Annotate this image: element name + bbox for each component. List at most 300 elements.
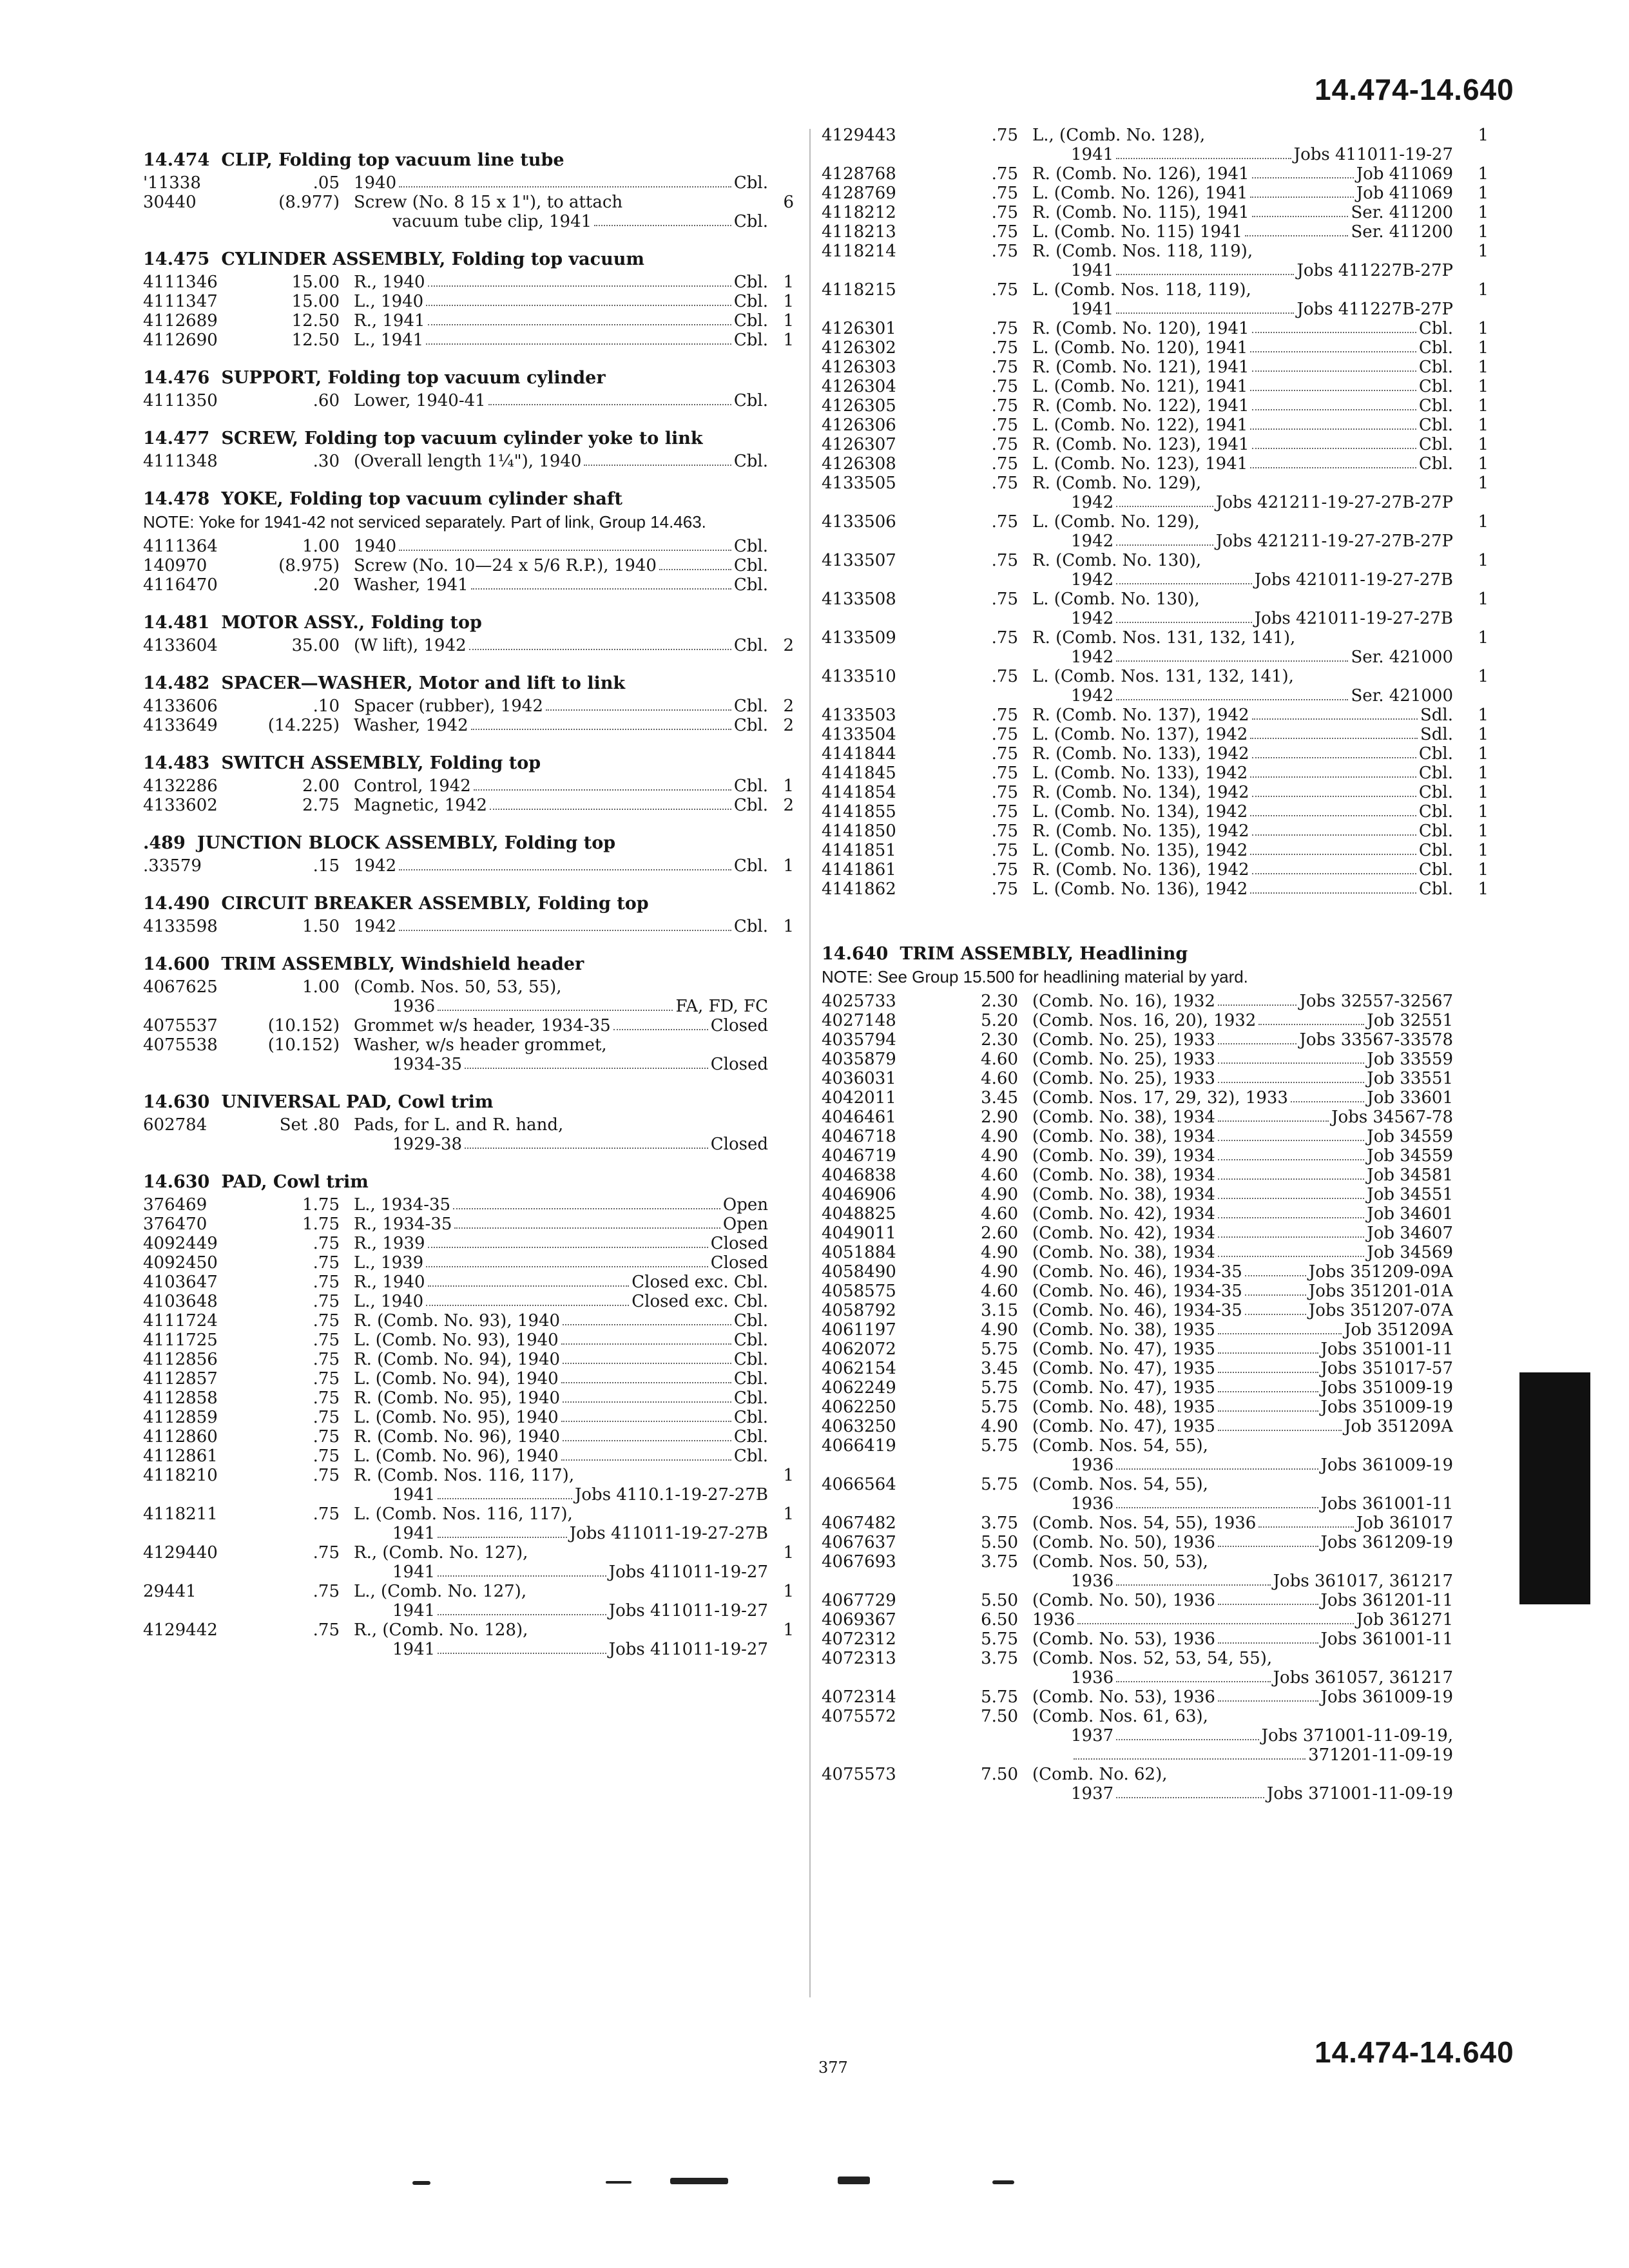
- description-text: (Comb. Nos. 50, 53, 55),: [354, 977, 562, 997]
- description-line: [1032, 764, 1453, 783]
- availability: Jobs 411011-19-27: [608, 1562, 768, 1582]
- description-text: (Comb. Nos. 50, 53),: [1032, 1552, 1208, 1571]
- part-number: 4133509: [822, 628, 896, 648]
- availability: Jobs 361057, 361217: [1273, 1668, 1453, 1687]
- availability: Cbl.: [733, 311, 768, 331]
- description: [340, 1350, 768, 1369]
- section-title: YOKE, Folding top vacuum cylinder shaft: [221, 489, 622, 509]
- leader-dots: [1218, 1533, 1318, 1547]
- description-line: [354, 331, 768, 350]
- description-text: L. (Comb. No. 96), 1940: [354, 1446, 559, 1466]
- quantity: 2: [783, 796, 794, 815]
- description-text: vacuum tube clip, 1941: [392, 212, 592, 231]
- section-title: CLIP, Folding top vacuum line tube: [221, 150, 564, 170]
- part-number: 4062249: [822, 1378, 896, 1398]
- availability: Cbl.: [733, 391, 768, 410]
- price: 5.75: [981, 1475, 1018, 1494]
- part-row: [143, 575, 794, 595]
- catalog-section: [143, 368, 794, 410]
- description-text: 1941: [392, 1485, 436, 1504]
- description-line: [354, 776, 768, 796]
- description-line: [1032, 1745, 1453, 1765]
- description-text: Lower, 1940-41: [354, 391, 486, 410]
- section-heading: [822, 944, 1489, 965]
- part-number: 4092449: [143, 1234, 218, 1253]
- part-number: 4067693: [822, 1552, 896, 1571]
- description-text: R. (Comb. No. 137), 1942: [1032, 706, 1249, 725]
- price: (10.152): [267, 1035, 340, 1055]
- description: [1018, 1340, 1453, 1359]
- description: [1018, 725, 1453, 744]
- description-line: [1032, 1088, 1453, 1108]
- leader-dots: [1252, 860, 1416, 874]
- description: [340, 1543, 768, 1582]
- description-line: [1032, 1243, 1453, 1262]
- quantity: 1: [1478, 512, 1489, 532]
- availability: Cbl.: [733, 776, 768, 796]
- part-number: '11338: [143, 173, 201, 193]
- leader-dots: [1218, 1204, 1364, 1218]
- leader-dots: [438, 1601, 606, 1615]
- quantity: 1: [1478, 706, 1489, 725]
- description-text: (Comb. No. 47), 1935: [1032, 1378, 1215, 1398]
- section-title: CYLINDER ASSEMBLY, Folding top vacuum: [221, 249, 644, 269]
- scan-mark: [992, 2180, 1014, 2184]
- availability: Ser. 411200: [1351, 222, 1453, 242]
- description-line: [1032, 319, 1453, 338]
- part-row: [822, 1649, 1489, 1687]
- description: [1018, 1262, 1453, 1282]
- description: [340, 1035, 768, 1074]
- group-number: 14.630: [143, 1092, 210, 1112]
- availability: Jobs 32557-32567: [1299, 992, 1453, 1011]
- description: [340, 1215, 768, 1234]
- price: 15.00: [291, 292, 340, 311]
- quantity: 1: [783, 1620, 794, 1640]
- part-number: 4141855: [822, 802, 896, 822]
- description-text: (Comb. No. 16), 1932: [1032, 992, 1215, 1011]
- part-row: [143, 1292, 794, 1311]
- part-row: [822, 590, 1489, 628]
- part-row: [822, 338, 1489, 358]
- description-line: [354, 556, 768, 575]
- description-line: [354, 452, 768, 471]
- leader-dots: [1116, 1571, 1270, 1586]
- price: (10.152): [267, 1016, 340, 1035]
- leader-dots: [438, 1562, 606, 1577]
- part-row: [822, 1610, 1489, 1629]
- description-text: (Comb. No. 42), 1934: [1032, 1224, 1215, 1243]
- price: .75: [991, 358, 1018, 377]
- part-number: 4126302: [822, 338, 896, 358]
- description-text: L. (Comb. Nos. 118, 119),: [1032, 280, 1251, 300]
- description-line: [354, 575, 768, 595]
- part-row: [822, 222, 1489, 242]
- part-number: 4112856: [143, 1350, 218, 1369]
- part-number: 4126304: [822, 377, 896, 396]
- part-row: [822, 203, 1489, 222]
- description: [1018, 1011, 1453, 1030]
- group-number: 14.640: [822, 944, 889, 964]
- description: [1018, 860, 1453, 879]
- leader-dots: [546, 697, 731, 711]
- catalog-section: [143, 1172, 794, 1659]
- description: [340, 1466, 768, 1504]
- description-text: 1941: [1071, 261, 1114, 280]
- description-line: [1032, 261, 1453, 280]
- part-number: 4129442: [143, 1620, 218, 1640]
- price: 2.30: [981, 1030, 1018, 1050]
- description-text: L., 1940: [354, 292, 424, 311]
- availability: Job 361271: [1356, 1610, 1453, 1629]
- description: [1018, 338, 1453, 358]
- part-row: [822, 1436, 1489, 1475]
- leader-dots: [1218, 1127, 1364, 1141]
- description-line: [354, 1485, 768, 1504]
- description-line: [1032, 1359, 1453, 1378]
- part-number: 4112689: [143, 311, 218, 331]
- part-row: [822, 783, 1489, 802]
- price: .75: [313, 1369, 340, 1389]
- part-number: 4133508: [822, 590, 896, 609]
- description-line: [354, 1253, 768, 1273]
- price: 5.75: [981, 1436, 1018, 1456]
- leader-dots: [561, 1331, 731, 1345]
- description-line: [354, 1195, 768, 1215]
- section-title: CIRCUIT BREAKER ASSEMBLY, Folding top: [221, 894, 649, 914]
- part-row: [822, 512, 1489, 551]
- availability: Job 34559: [1367, 1146, 1453, 1166]
- description-text: Pads, for L. and R. hand,: [354, 1115, 564, 1135]
- price: 4.90: [981, 1185, 1018, 1204]
- leader-dots: [438, 1485, 572, 1499]
- description: [1018, 1301, 1453, 1320]
- description-line: [1032, 1224, 1453, 1243]
- description-line: [1032, 1398, 1453, 1417]
- price: .75: [991, 377, 1018, 396]
- availability: Jobs 371001-11-09-19,: [1261, 1726, 1453, 1745]
- price: .20: [313, 575, 340, 595]
- availability: Cbl.: [733, 1331, 768, 1350]
- leader-dots: [428, 1273, 630, 1287]
- part-number: 4111347: [143, 292, 218, 311]
- part-row: [822, 474, 1489, 512]
- part-row: [822, 802, 1489, 822]
- price: 4.60: [981, 1050, 1018, 1069]
- description-text: (Comb. No. 53), 1936: [1032, 1687, 1215, 1707]
- description-text: R. (Comb. Nos. 116, 117),: [354, 1466, 575, 1485]
- description-text: (Comb. Nos. 17, 29, 32), 1933: [1032, 1088, 1288, 1108]
- price: .75: [991, 551, 1018, 570]
- availability: Job 351209A: [1344, 1320, 1453, 1340]
- description-line: [1032, 609, 1453, 628]
- description-line: [1032, 1514, 1453, 1533]
- price: 12.50: [291, 311, 340, 331]
- availability: Jobs 351207-07A: [1308, 1301, 1453, 1320]
- price: 15.00: [291, 273, 340, 292]
- description-text: (Comb. Nos. 54, 55), 1936: [1032, 1514, 1257, 1533]
- availability: Job 34601: [1367, 1204, 1453, 1224]
- price: 3.15: [981, 1301, 1018, 1320]
- price: .75: [313, 1311, 340, 1331]
- description: [340, 292, 768, 311]
- part-row: [143, 977, 794, 1016]
- price: Set .80: [279, 1115, 340, 1135]
- part-number: 4067482: [822, 1514, 896, 1533]
- part-row: [822, 667, 1489, 706]
- leader-dots: [1218, 1146, 1364, 1160]
- column-divider: [809, 129, 811, 1997]
- part-row: [822, 1417, 1489, 1436]
- part-number: 4133510: [822, 667, 896, 686]
- description-text: (W lift), 1942: [354, 636, 467, 655]
- leader-dots: [454, 1215, 720, 1229]
- description: [1018, 1687, 1453, 1707]
- price: 3.75: [981, 1552, 1018, 1571]
- part-number: 4118214: [822, 242, 896, 261]
- description: [1018, 184, 1453, 203]
- section-heading: [143, 150, 794, 171]
- part-row: [822, 1282, 1489, 1301]
- part-row: [822, 126, 1489, 164]
- price: 4.90: [981, 1243, 1018, 1262]
- description: [340, 331, 768, 350]
- catalog-section: [143, 1092, 794, 1154]
- description: [1018, 1475, 1453, 1514]
- part-row: [143, 1273, 794, 1292]
- price: .75: [991, 783, 1018, 802]
- part-row: [822, 1359, 1489, 1378]
- group-number: 14.478: [143, 489, 210, 509]
- availability: Jobs 34567-78: [1331, 1108, 1453, 1127]
- availability: Jobs 361009-19: [1320, 1456, 1453, 1475]
- description-line: [1032, 164, 1453, 184]
- description-text: L. (Comb. No. 135), 1942: [1032, 841, 1248, 860]
- description-text: 1942: [354, 917, 397, 936]
- group-number: 14.481: [143, 613, 210, 633]
- quantity: 1: [783, 311, 794, 331]
- section-title: SPACER—WASHER, Motor and lift to link: [221, 673, 626, 693]
- part-row: [143, 1350, 794, 1369]
- availability: Job 34607: [1367, 1224, 1453, 1243]
- description-text: (Overall length 1¼"), 1940: [354, 452, 582, 471]
- description-line: [1032, 1204, 1453, 1224]
- leader-dots: [1250, 764, 1416, 778]
- description: [1018, 783, 1453, 802]
- description-line: [1032, 242, 1453, 261]
- part-row: [822, 1398, 1489, 1417]
- part-number: 4126308: [822, 454, 896, 474]
- part-row: [822, 1011, 1489, 1030]
- part-row: [822, 416, 1489, 435]
- part-row: [143, 1016, 794, 1035]
- group-number: 14.477: [143, 428, 210, 448]
- part-number: 4069367: [822, 1610, 896, 1629]
- description-line: [1032, 126, 1453, 145]
- group-number: 14.475: [143, 249, 210, 269]
- catalog-section: [143, 489, 794, 595]
- section-heading: [143, 428, 794, 449]
- description-line: [1032, 1108, 1453, 1127]
- description-line: [1032, 1494, 1453, 1514]
- part-number: 4126301: [822, 319, 896, 338]
- description: [340, 1195, 768, 1215]
- description-line: [354, 1466, 768, 1485]
- part-number: 4067625: [143, 977, 218, 997]
- description-text: 1942: [1071, 686, 1114, 706]
- part-row: [822, 280, 1489, 319]
- price: .75: [313, 1620, 340, 1640]
- part-number: 4103648: [143, 1292, 218, 1311]
- availability: Cbl.: [733, 452, 768, 471]
- part-number: 4116470: [143, 575, 218, 595]
- description-text: (Comb. No. 38), 1934: [1032, 1243, 1215, 1262]
- leader-dots: [1252, 164, 1354, 178]
- quantity: 2: [783, 716, 794, 735]
- description-text: R. (Comb. No. 93), 1940: [354, 1311, 561, 1331]
- part-row: [143, 1427, 794, 1446]
- description-line: [1032, 1591, 1453, 1610]
- description: [1018, 628, 1453, 667]
- price: 4.90: [981, 1146, 1018, 1166]
- quantity: 1: [1478, 822, 1489, 841]
- part-row: [143, 1408, 794, 1427]
- part-row: [822, 1340, 1489, 1359]
- part-number: 4058792: [822, 1301, 896, 1320]
- part-number: 4133506: [822, 512, 896, 532]
- description: [1018, 1417, 1453, 1436]
- price: .15: [313, 856, 340, 876]
- leader-dots: [426, 292, 731, 306]
- quantity: 1: [1478, 184, 1489, 203]
- description-line: [1032, 1610, 1453, 1629]
- availability: Closed: [710, 1135, 768, 1154]
- group-number: .489: [143, 833, 186, 853]
- part-number: 4103647: [143, 1273, 218, 1292]
- description-line: [1032, 1011, 1453, 1030]
- part-row: [822, 841, 1489, 860]
- part-row: [822, 1591, 1489, 1610]
- description-line: [1032, 1320, 1453, 1340]
- part-row: [822, 551, 1489, 590]
- part-number: 4066564: [822, 1475, 896, 1494]
- part-row: [143, 1620, 794, 1659]
- description-text: R. (Comb. No. 129),: [1032, 474, 1202, 493]
- description-line: [354, 1350, 768, 1369]
- description-text: 1940: [354, 173, 397, 193]
- part-row: [143, 273, 794, 292]
- leader-dots: [1250, 454, 1416, 468]
- availability: Closed: [710, 1055, 768, 1074]
- description-text: (Comb. No. 50), 1936: [1032, 1533, 1215, 1552]
- price: .10: [313, 697, 340, 716]
- description-line: [354, 1273, 768, 1292]
- part-number: 4075538: [143, 1035, 218, 1055]
- description: [340, 697, 768, 716]
- description-line: [1032, 1784, 1453, 1803]
- description-text: (Comb. No. 47), 1935: [1032, 1417, 1215, 1436]
- description-text: 1942: [1071, 493, 1114, 512]
- description: [1018, 879, 1453, 899]
- price: 7.50: [981, 1707, 1018, 1726]
- description-text: R., 1941: [354, 311, 425, 331]
- description-text: R., 1940: [354, 1273, 425, 1292]
- description-line: [1032, 1262, 1453, 1282]
- availability: Cbl.: [1418, 879, 1453, 899]
- quantity: 1: [783, 917, 794, 936]
- availability: Jobs 361001-11: [1320, 1629, 1453, 1649]
- part-number: 4141861: [822, 860, 896, 879]
- leader-dots: [659, 556, 731, 570]
- part-row: [822, 1475, 1489, 1514]
- part-row: [143, 452, 794, 471]
- leader-dots: [1218, 1108, 1329, 1122]
- right-column: [822, 126, 1489, 1803]
- leader-dots: [428, 1234, 708, 1248]
- price: .75: [313, 1543, 340, 1562]
- availability: Jobs 361209-19: [1320, 1533, 1453, 1552]
- price: 4.60: [981, 1166, 1018, 1185]
- description-text: 1936: [1071, 1571, 1114, 1591]
- part-number: 602784: [143, 1115, 207, 1135]
- description-line: [354, 1389, 768, 1408]
- part-row: [822, 1707, 1489, 1765]
- price: .75: [991, 435, 1018, 454]
- price: 5.20: [981, 1011, 1018, 1030]
- description-line: [1032, 667, 1453, 686]
- price: .75: [991, 860, 1018, 879]
- quantity: 6: [783, 193, 794, 212]
- availability: Jobs 361001-11: [1320, 1494, 1453, 1514]
- description-text: L., (Comb. No. 128),: [1032, 126, 1206, 145]
- availability: Cbl.: [1418, 764, 1453, 783]
- description-line: [1032, 1687, 1453, 1707]
- description-line: [1032, 1069, 1453, 1088]
- availability: Cbl.: [733, 173, 768, 193]
- price: 4.60: [981, 1069, 1018, 1088]
- description-text: L. (Comb. No. 130),: [1032, 590, 1200, 609]
- part-row: [822, 822, 1489, 841]
- description-line: [1032, 570, 1453, 590]
- part-number: 4111724: [143, 1311, 218, 1331]
- price: .75: [313, 1273, 340, 1292]
- description-text: Washer, w/s header grommet,: [354, 1035, 607, 1055]
- availability: Cbl.: [1418, 377, 1453, 396]
- leader-dots: [1245, 1282, 1306, 1296]
- availability: Cbl.: [733, 796, 768, 815]
- description: [340, 556, 768, 575]
- description: [1018, 1069, 1453, 1088]
- description-text: R. (Comb. No. 123), 1941: [1032, 435, 1249, 454]
- description-text: (Comb. No. 42), 1934: [1032, 1204, 1215, 1224]
- availability: Cbl.: [1418, 435, 1453, 454]
- leader-dots: [1218, 1224, 1364, 1238]
- quantity: 1: [783, 776, 794, 796]
- description: [1018, 841, 1453, 860]
- part-number: 4118212: [822, 203, 896, 222]
- leader-dots: [1245, 1262, 1306, 1276]
- price: 2.60: [981, 1224, 1018, 1243]
- availability: Cbl.: [733, 537, 768, 556]
- description-line: [1032, 377, 1453, 396]
- leader-dots: [1218, 1591, 1318, 1605]
- price: .75: [991, 396, 1018, 416]
- description-text: (Comb. No. 25), 1933: [1032, 1069, 1215, 1088]
- part-row: [143, 292, 794, 311]
- availability: Closed: [710, 1016, 768, 1035]
- description-line: [1032, 1668, 1453, 1687]
- description-line: [1032, 744, 1453, 764]
